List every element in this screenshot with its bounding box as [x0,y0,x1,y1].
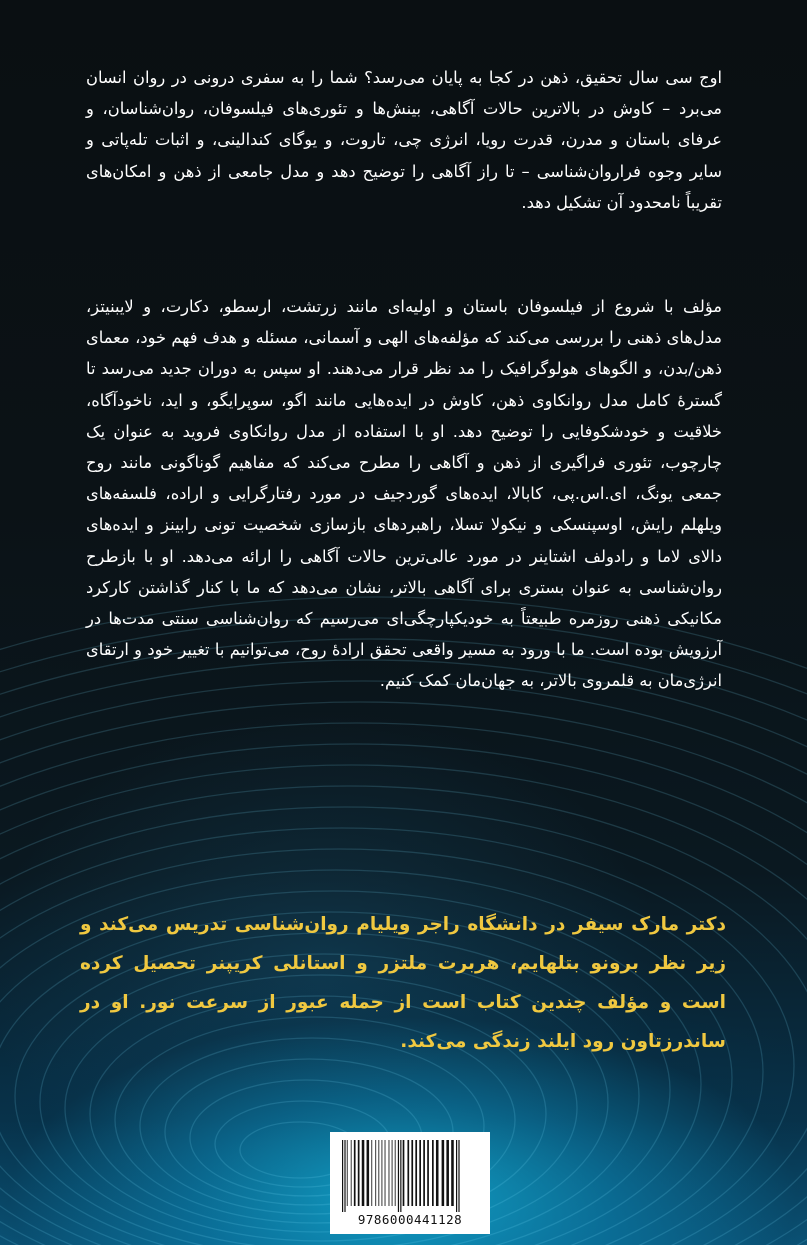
description-paragraph-2: مؤلف با شروع از فیلسوفان باستان و اولیه‌ای مانند زرتشت، ارسطو، دکارت، و لایبنیتز، مدل‌های ذهنی را بررسی می‌کند که مؤلفه‌های الهی و آسمانی، مسئله و هدف فهم خود، معمای ذهن/بدن، و الگوهای هولوگرافیک را مد نظر قرار می‌دهند. او سپس به دوران جدید می‌رسد تا گسترهٔ کامل مدل روانکاوی ذهن، کاوش در ایده‌هایی مانند اگو، سوپرایگو، و اید، ناخودآگاه، خلاقیت و خودشکوفایی را توضیح دهد. او با استفاده از مدل روانکاوی فروید به عنوان یک چارچوب، تئوری فراگیری از ذهن و آگاهی را مطرح می‌کند که مفاهیم گوناگونی مانند روح جمعی یونگ، ای.اس.پی، کابالا، ایده‌های گوردجیف در مورد رفتارگرایی و اراده، فلسفه‌های ویلهلم رایش، اوسپنسکی و نیکولا تسلا، راهبردهای بازسازی شخصیت تونی رابینز و ایده‌های دالای لاما و رادولف اشتاینر در مورد عالی‌ترین حالات آگاهی را ارائه می‌دهد. او با بازطرح روان‌شناسی به عنوان بستری برای آگاهی بالاتر، نشان می‌دهد که ما با کنار گذاشتن کارکرد مکانیکی ذهنی روزمره طبیعتاً به خودیکپارچگی‌ای می‌رسیم که روان‌شناسی سنتی مدت‌ها در آرزویش بوده است. ما با ورود به مسیر واقعی تحقق ارادهٔ روح، می‌توانیم با تغییر خود و ارتقای انرژی‌مان به قلمروی بالاتر، به جهان‌مان کمک کنیم. [86,297,722,691]
barcode-bar [344,1140,345,1212]
barcode-bar [382,1140,383,1206]
barcode-bar [367,1140,370,1206]
description-paragraph-1: اوج سی سال تحقیق، ذهن در کجا به پایان می‌رسد؟ شما را به سفری درونی در روان انسان می‌برد – کاوش در بالاترین حالات آگاهی، بینش‌ها و تئوری‌های فیلسوفان، روان‌شناسان، و عرفای باستان و مدرن، قدرت رویا، انرژی چی، تاروت، و یوگای کندالینی، و اثبات تله‌پاتی و سایر وجوه فراروان‌شناسی – تا راز آگاهی را توضیح دهد و مدل جامعی از ذهن و امکان‌های تقریباً نامحدود آن تشکیل دهد. [86,68,722,212]
barcode-bar [378,1140,379,1206]
barcode-bar [403,1140,405,1206]
barcode [330,1132,490,1234]
barcode-bar [351,1140,352,1206]
barcode-bar [423,1140,425,1206]
barcode-bars [340,1140,480,1212]
barcode-bar [456,1140,457,1212]
barcode-bar [446,1140,449,1206]
barcode-bar [442,1140,445,1206]
barcode-bar [358,1140,360,1206]
barcode-bar [458,1140,459,1212]
barcode-bar [427,1140,429,1206]
barcode-bar [451,1140,454,1206]
barcode-bar [392,1140,393,1206]
barcode-bar [398,1140,399,1212]
barcode-bar [415,1140,417,1206]
barcode-bar [407,1140,409,1206]
barcode-bar [354,1140,356,1206]
isbn-number: 9786000441128 [357,1212,463,1227]
barcode-bar [436,1140,439,1206]
barcode-bar [419,1140,421,1206]
barcode-bar [375,1140,376,1206]
barcode-bar [371,1140,372,1206]
barcode-bar [347,1140,348,1206]
barcode-bar [362,1140,365,1206]
barcode-bar [389,1140,390,1206]
barcode-bar [432,1140,434,1206]
barcode-bar [385,1140,386,1206]
barcode-bar [342,1140,343,1212]
barcode-bar [395,1140,396,1206]
author-bio: دکتر مارک سیفر در دانشگاه راجر ویلیام روان‌شناسی تدریس می‌کند و زیر نظر برونو بتلهایم، هربرت ملتزر و استانلی کریپنر تحصیل کرده است و مؤلف چندین کتاب است از جمله عبور از سرعت نور. او در ساندرزتاون رود ایلند زندگی می‌کند. [80,914,726,1052]
barcode-bar [411,1140,413,1206]
barcode-bar [400,1140,401,1212]
